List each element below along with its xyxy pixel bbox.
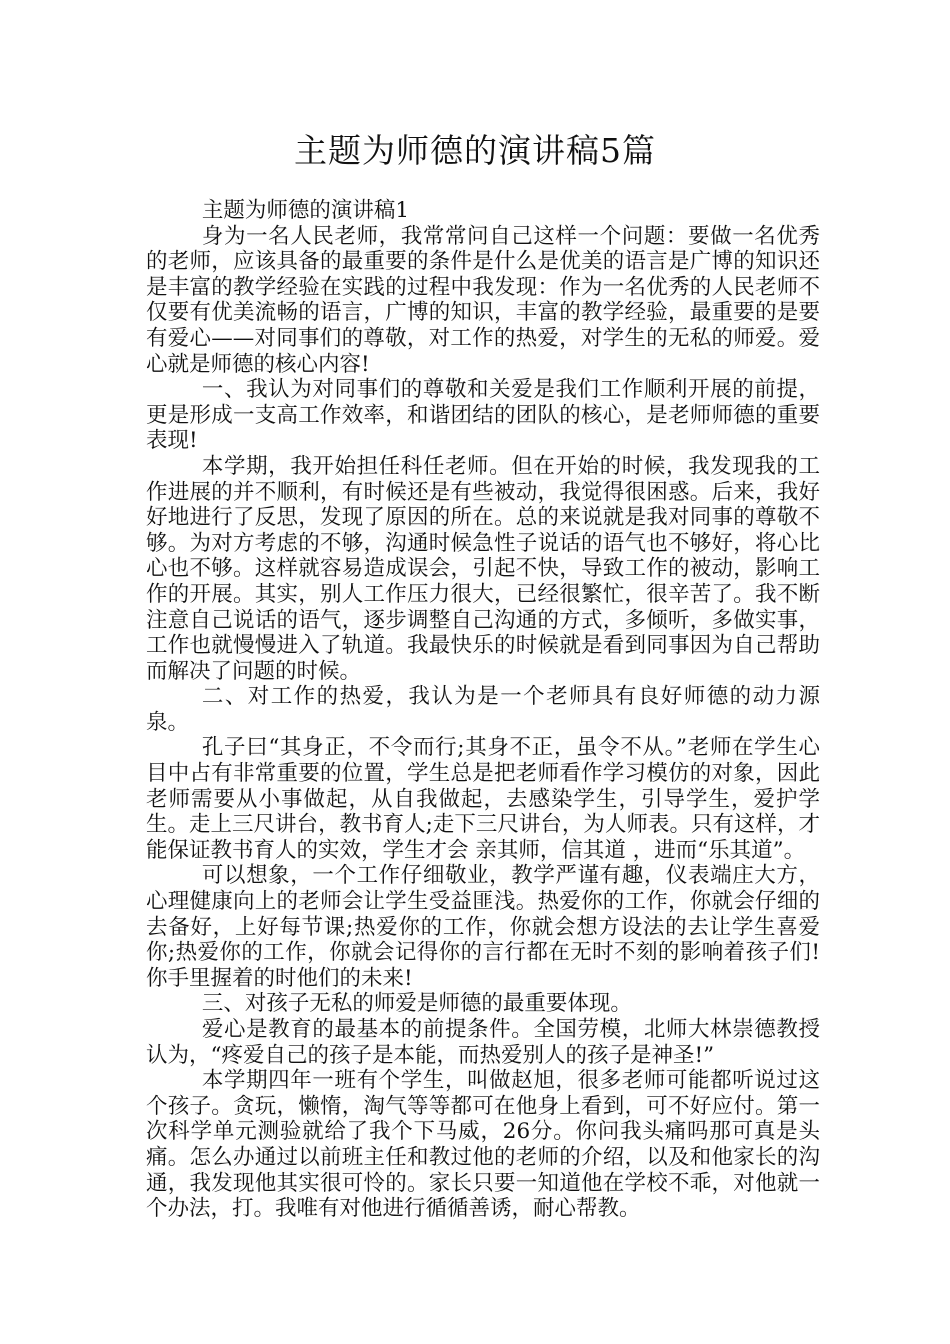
paragraph: 身为一名人民老师，我常常问自己这样一个问题：要做一名优秀的老师，应该具备的最重要的条件是什么是优美的语言是广博的知识还是丰富的教学经验在实践的过程中我发现：作为一名优秀的人民老师不仅要有优美流畅的语言，广博的知识，丰富的教学经验，最重要的是要有爱心——对同事们的尊敬，对工作的热爱，对学生的无私的师爱。爱心就是师德的核心内容! xyxy=(146,223,820,377)
section-heading: 主题为师德的演讲稿1 xyxy=(201,198,410,223)
paragraph: 孔子曰“其身正，不令而行;其身不正，虽令不从。”老师在学生心目中占有非常重要的位置，学生总是把老师看作学习模仿的对象，因此老师需要从小事做起，从自我做起，去感染学生，引导学生，爱护学生。走上三尺讲台，教书育人;走下三尺讲台，为人师表。只有这样，才能保证教书育人的实效，学生才会 亲其师，信其道 ，进而“乐其道”。 xyxy=(146,735,820,863)
paragraph: 爱心是教育的最基本的前提条件。全国劳模，北师大林崇德教授认为，“疼爱自己的孩子是本能，而热爱别人的孩子是神圣!” xyxy=(146,1017,820,1068)
paragraph: 一、我认为对同事们的尊敬和关爱是我们工作顺利开展的前提，更是形成一支高工作效率，和谐团结的团队的核心，是老师师德的重要表现! xyxy=(146,377,820,454)
paragraph: 本学期四年一班有个学生，叫做赵旭，很多老师可能都听说过这个孩子。贪玩，懒惰，淘气等等都可在他身上看到，可不好应付。第一次科学单元测验就给了我个下马威，26分。你问我头痛吗那可真是头痛。怎么办通过以前班主任和教过他的老师的介绍，以及和他家长的沟通，我发现他其实很可怜的。家长只要一知道他在学校不乖，对他就一个办法，打。我唯有对他进行循循善诱，耐心帮教。 xyxy=(146,1068,820,1222)
document-body xyxy=(146,198,820,1222)
paragraph: 二、对工作的热爱，我认为是一个老师具有良好师德的动力源泉。 xyxy=(146,684,820,735)
paragraph: 可以想象，一个工作仔细敬业，教学严谨有趣，仪表端庄大方，心理健康向上的老师会让学生受益匪浅。热爱你的工作，你就会仔细的去备好，上好每节课;热爱你的工作，你就会想方设法的去让学生喜爱你;热爱你的工作，你就会记得你的言行都在无时不刻的影响着孩子们!你手里握着的时他们的未来! xyxy=(146,863,820,991)
document-title: 主题为师德的演讲稿5篇 xyxy=(294,131,656,170)
paragraph: 本学期，我开始担任科任老师。但在开始的时候，我发现我的工作进展的并不顺利，有时候还是有些被动，我觉得很困惑。后来，我好好地进行了反思，发现了原因的所在。总的来说就是我对同事的尊敬不够。为对方考虑的不够，沟通时候急性子说话的语气也不够好，将心比心也不够。这样就容易造成误会，引起不快，导致工作的被动，影响工作的开展。其实，别人工作压力很大，已经很繁忙，很辛苦了。我不断注意自己说话的语气，逐步调整自己沟通的方式，多倾听，多做实事，工作也就慢慢进入了轨道。我最快乐的时候就是看到同事因为自己帮助而解决了问题的时候。 xyxy=(146,453,820,684)
paragraph: 三、对孩子无私的师爱是师德的最重要体现。 xyxy=(201,991,632,1017)
